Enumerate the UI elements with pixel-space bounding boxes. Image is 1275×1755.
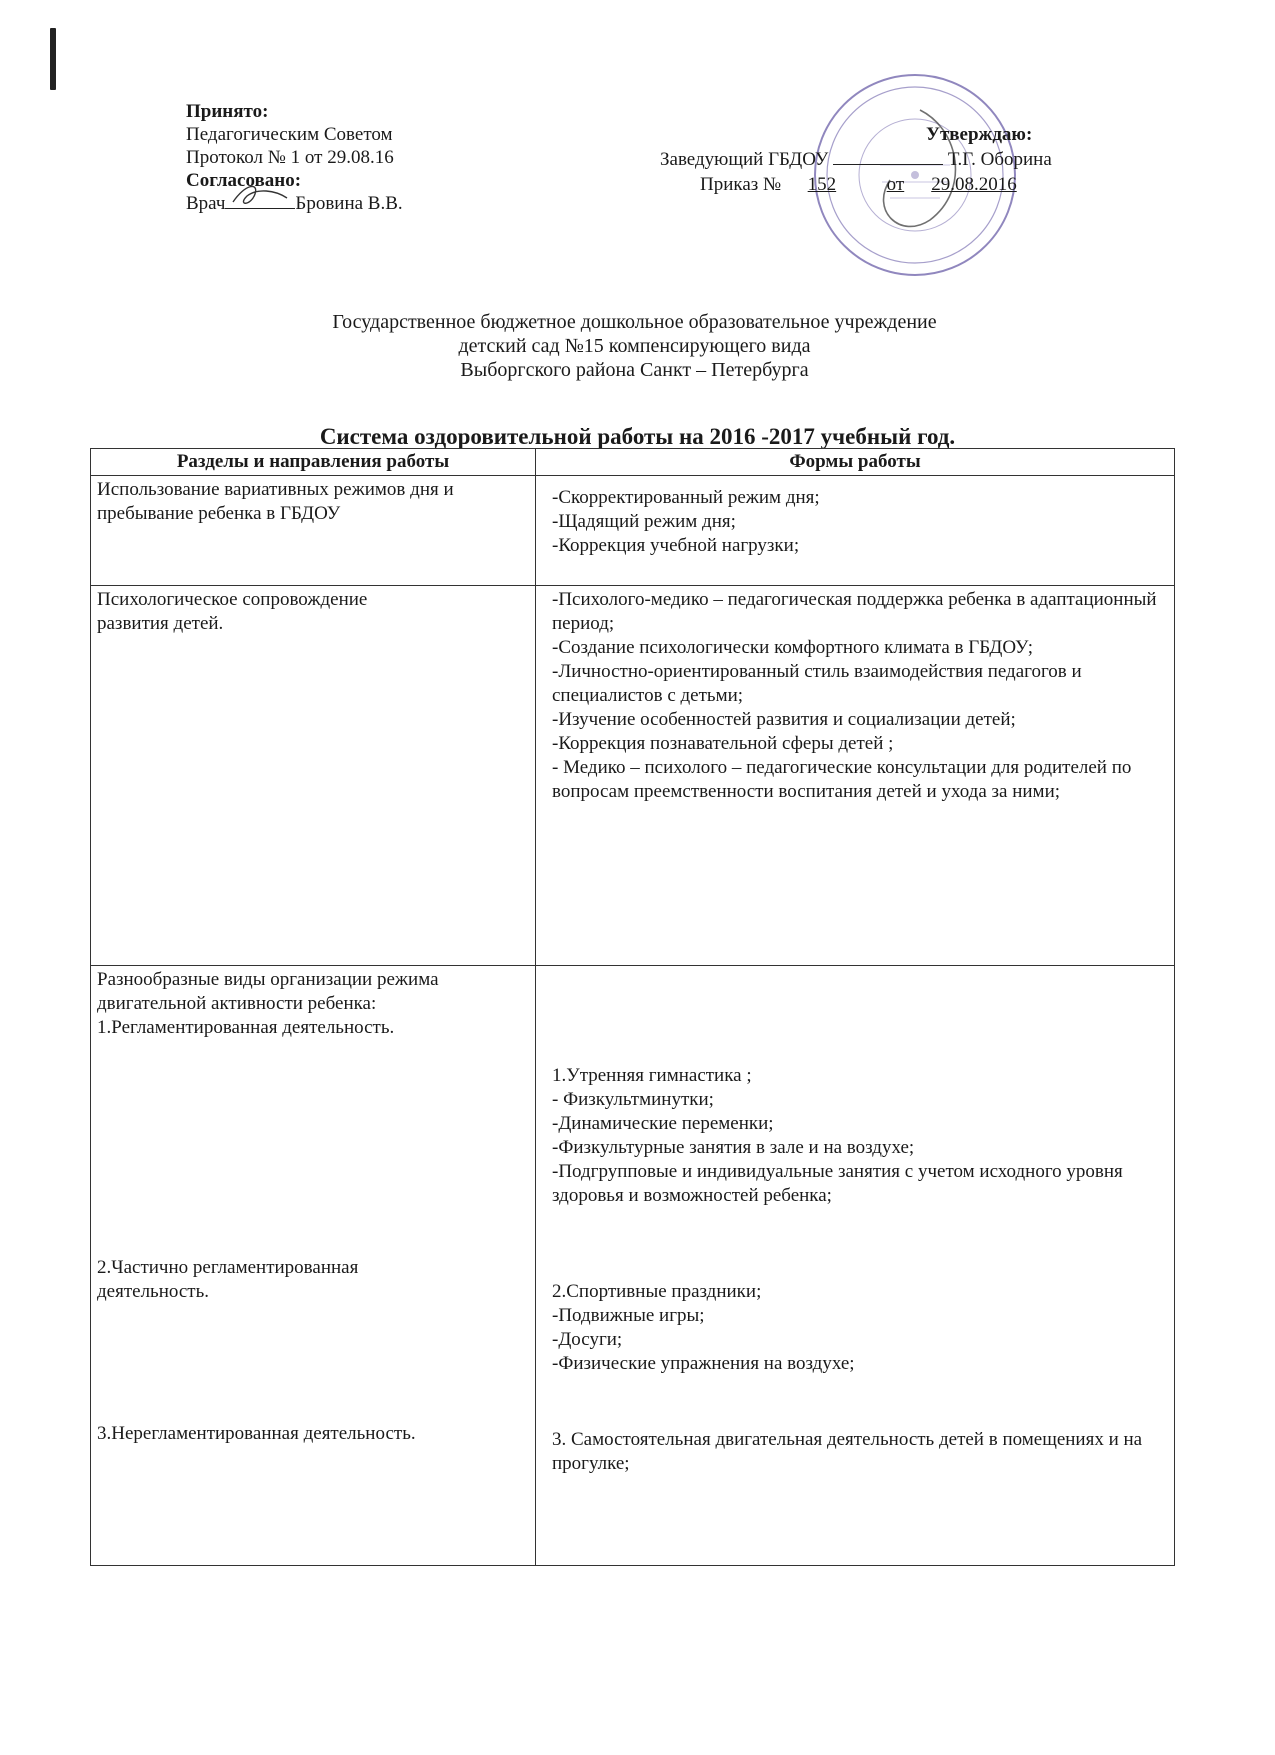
table-row	[91, 586, 1175, 966]
protocol-text: Протокол № 1 от 29.08.16	[186, 147, 394, 168]
section-text: 3.Нерегламентированная деятельность.	[97, 1423, 416, 1444]
order-number: 152	[807, 174, 837, 195]
council-text: Педагогическим Советом	[186, 124, 393, 145]
form-item: -Психолого-медико – педагогическая поддержка ребенка в адаптационный период;	[552, 589, 1157, 634]
document-title: Система оздоровительной работы на 2016 -2017 учебный год.	[319, 424, 956, 449]
section-text: Использование вариативных режимов дня и пребывание ребенка в ГБДОУ	[97, 479, 454, 524]
approval-block-left	[186, 100, 506, 215]
accepted-label: Принято:	[186, 101, 269, 122]
order-from: от	[886, 174, 905, 195]
form-item: -Личностно-ориентированный стиль взаимодействия педагогов и специалистов с детьми;	[552, 661, 1082, 706]
section-cell	[91, 586, 536, 966]
form-item: -Досуги;	[552, 1329, 623, 1350]
form-item: -Динамические переменки;	[552, 1113, 774, 1134]
table-header-row	[91, 449, 1175, 476]
doctor-name: Бровина В.В.	[295, 193, 403, 214]
section-text: 1.Регламентированная деятельность.	[97, 1017, 395, 1038]
form-item: -Изучение особенностей развития и социализации детей;	[552, 709, 1016, 730]
doctor-label: Врач	[186, 193, 226, 214]
form-item: -Создание психологически комфортного климата в ГБДОУ;	[552, 637, 1034, 658]
form-item: - Медико – психолого – педагогические консультации для родителей по вопросам преемственности воспитания детей и ухода за ними;	[552, 757, 1132, 802]
doctor-signature	[225, 194, 295, 209]
forms-cell	[536, 966, 1175, 1566]
table-row	[91, 476, 1175, 586]
order-line	[700, 172, 1039, 197]
scan-margin-mark	[50, 28, 56, 90]
form-item: -Подгрупповые и индивидуальные занятия с учетом исходного уровня здоровья и возможностей ребенка;	[552, 1161, 1123, 1206]
org-line-3: Выборгского района Санкт – Петербурга	[460, 359, 809, 381]
approve-label: Утверждаю:	[926, 124, 1033, 145]
forms-cell	[536, 476, 1175, 586]
section-text: Разнообразные виды организации режима двигательной активности ребенка:	[97, 969, 439, 1014]
head-name: Т.Г. Оборина	[947, 149, 1052, 170]
org-line-1: Государственное бюджетное дошкольное образовательное учреждение	[332, 311, 937, 333]
health-work-table	[90, 448, 1175, 1566]
form-item: -Подвижные игры;	[552, 1305, 705, 1326]
header-forms: Формы работы	[536, 449, 1175, 476]
section-cell	[91, 966, 536, 1566]
doctor-line	[186, 192, 506, 215]
form-item: -Скорректированный режим дня;	[552, 487, 820, 508]
org-line-2: детский сад №15 компенсирующего вида	[458, 335, 811, 357]
form-item: - Физкультминутки;	[552, 1089, 714, 1110]
form-item: -Физические упражнения на воздухе;	[552, 1353, 855, 1374]
form-item: 2.Спортивные праздники;	[552, 1281, 762, 1302]
section-cell	[91, 476, 536, 586]
table-row	[91, 966, 1175, 1566]
head-title: Заведующий ГБДОУ	[660, 149, 829, 170]
form-item: -Физкультурные занятия в зале и на воздухе;	[552, 1137, 915, 1158]
form-item: -Коррекция учебной нагрузки;	[552, 535, 800, 556]
forms-cell	[536, 586, 1175, 966]
form-item: 1.Утренняя гимнастика ;	[552, 1065, 752, 1086]
header-sections: Разделы и направления работы	[91, 449, 536, 476]
organization-heading	[0, 310, 1275, 382]
form-item: -Коррекция познавательной сферы детей ;	[552, 733, 894, 754]
order-label: Приказ №	[700, 174, 782, 195]
section-text: 2.Частично регламентированная деятельность.	[97, 1257, 359, 1302]
form-item: 3. Самостоятельная двигательная деятельность детей в помещениях и на прогулке;	[552, 1429, 1143, 1474]
section-text: Психологическое сопровождение развития детей.	[97, 589, 368, 634]
head-signature-line	[833, 164, 943, 165]
agreed-label: Согласовано:	[186, 170, 302, 191]
head-line	[660, 147, 1052, 172]
form-item: -Щадящий режим дня;	[552, 511, 736, 532]
order-date: 29.08.2016	[931, 174, 1017, 195]
